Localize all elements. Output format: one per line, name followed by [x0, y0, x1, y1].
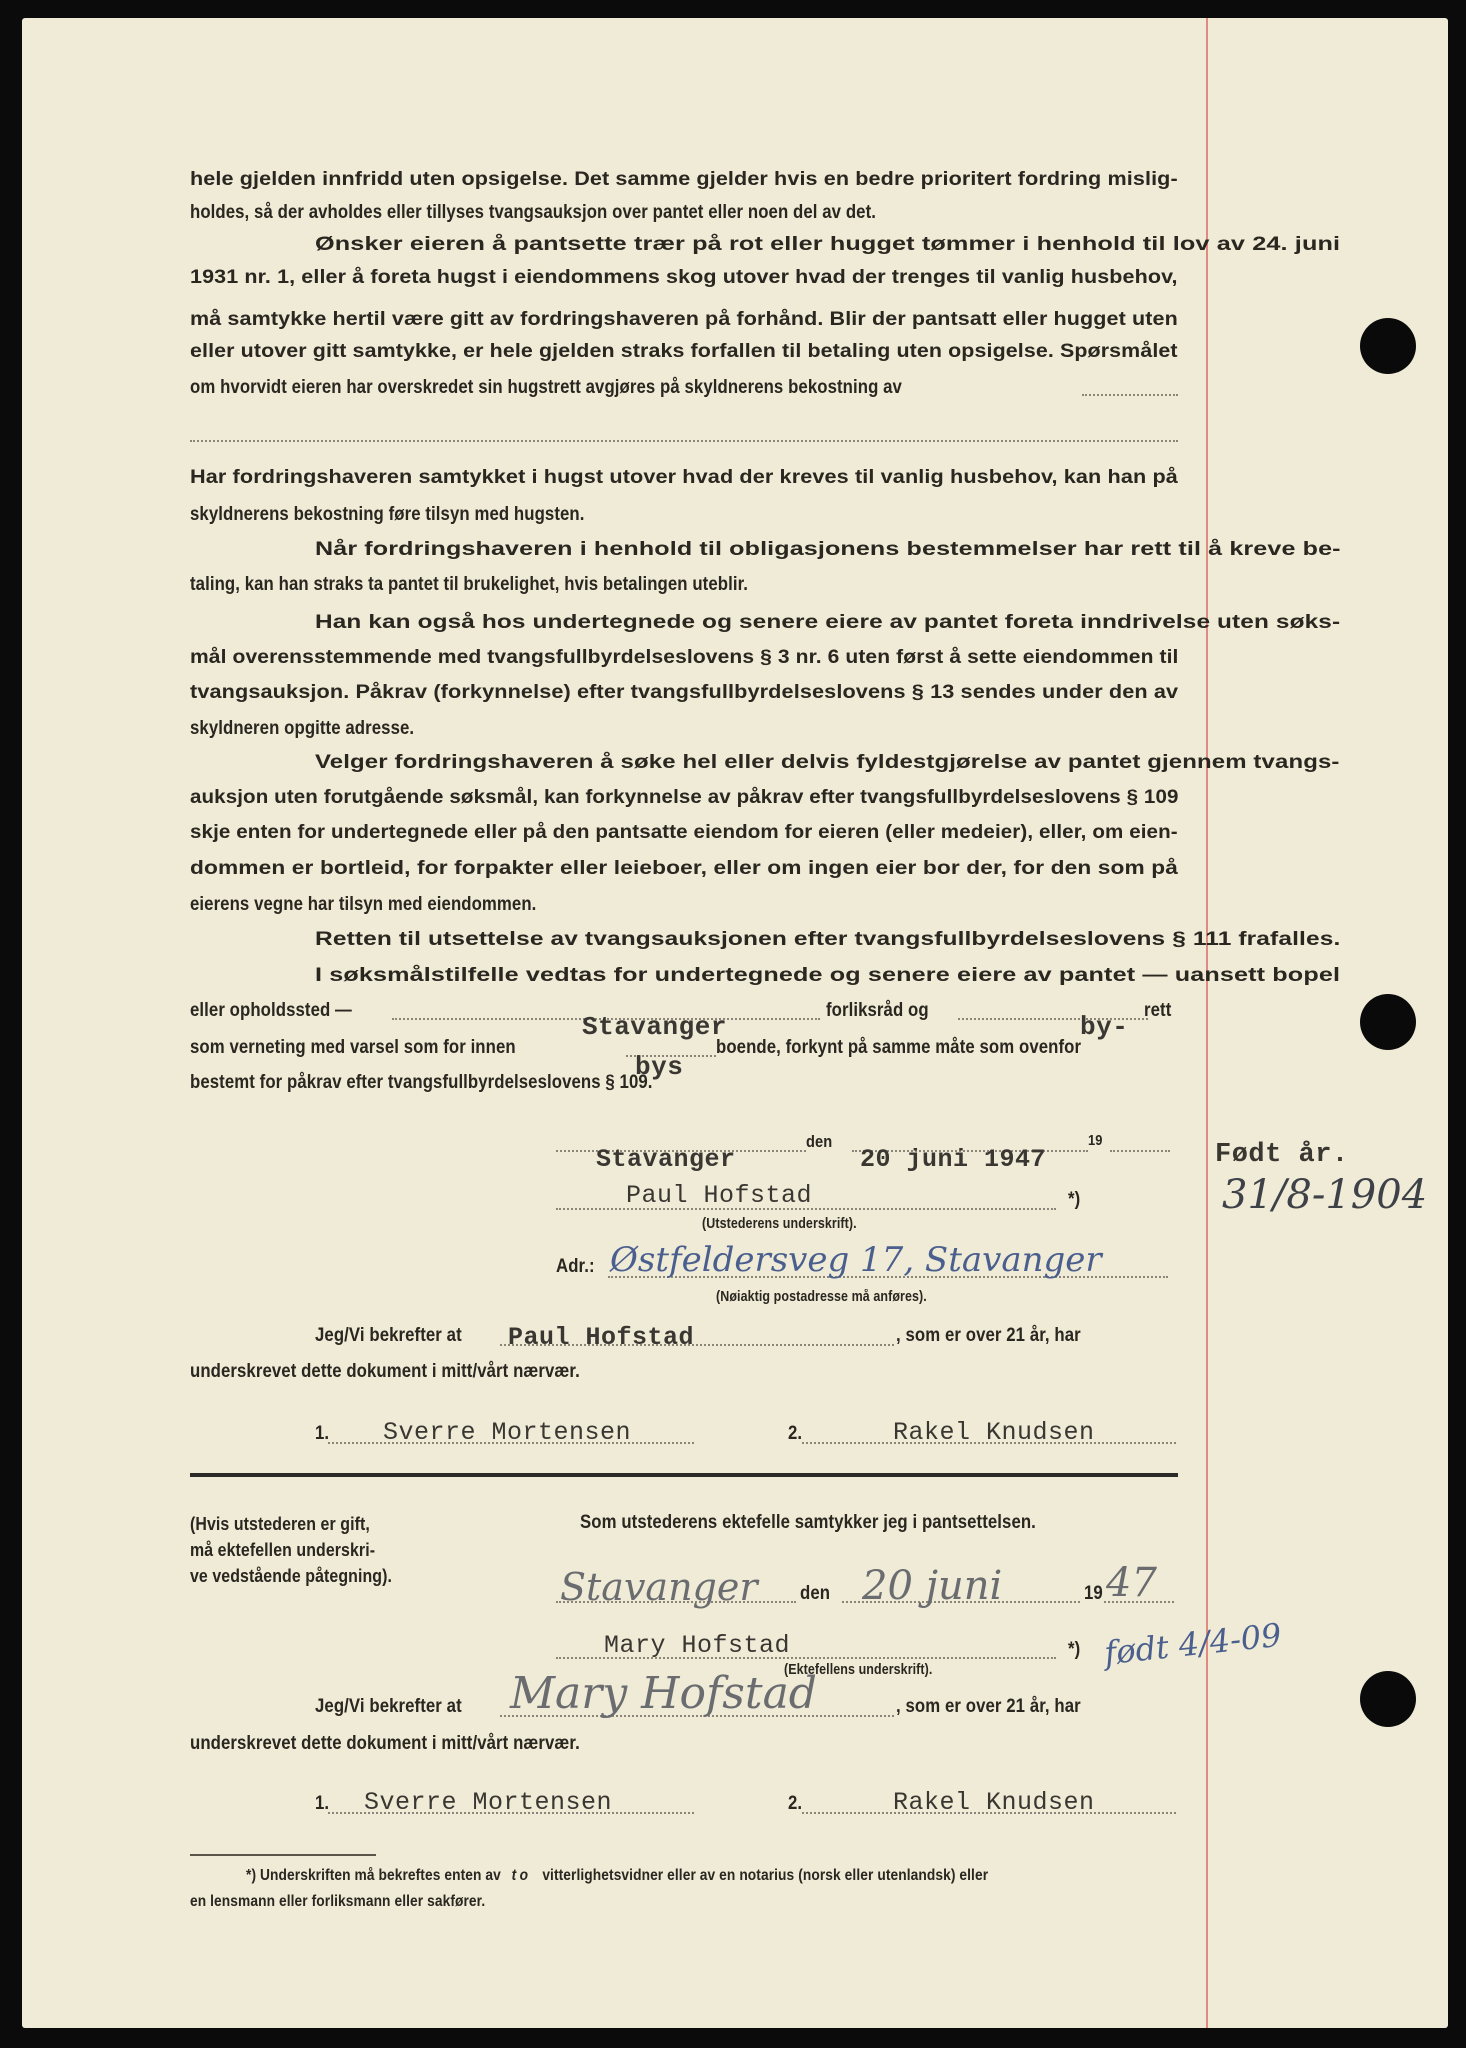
confirm-prefix-2: Jeg/Vi bekrefter at — [315, 1695, 462, 1717]
spouse-den-label: den — [800, 1582, 831, 1604]
text-line: skyldnerens bekostning føre tilsyn med hugsten. — [190, 503, 585, 525]
signature-fill — [556, 1208, 1056, 1210]
section-divider — [190, 1473, 1178, 1477]
witness-num-2a: 1. — [315, 1792, 330, 1814]
footnote-line1 — [246, 1868, 988, 1884]
side-note-3: ve vedstående påtegning). — [190, 1565, 392, 1586]
spouse-asterisk: *) — [1068, 1638, 1081, 1660]
text-line: taling, kan han straks ta pantet til brukelighet, hvis betalingen uteblir. — [190, 573, 749, 595]
text-line: hele gjelden innfridd uten opsigelse. Det samme gjelder hvis en bedre prioritert fordring mislig- — [190, 168, 1178, 190]
punch-hole-icon — [1360, 318, 1416, 374]
issuer-asterisk: *) — [1068, 1188, 1081, 1210]
witness-2b: Rakel Knudsen — [893, 1788, 1095, 1817]
text-line: Han kan også hos undertegnede og senere eiere av pantet foreta inndrivelse uten søks- — [315, 611, 1341, 633]
venue-mid: forliksråd og — [826, 999, 929, 1021]
spouse-date-handwritten: 20 juni — [862, 1563, 1003, 1609]
text-line: dommen er bortleid, for forpakter eller leieboer, eller om ingen eier bor der, for den som på — [190, 857, 1179, 879]
spouse-consent: Som utstederens ektefelle samtykker jeg i pantsettelsen. — [580, 1511, 1036, 1533]
venue-suffix: rett — [1144, 999, 1172, 1021]
text-line: tvangsauksjon. Påkrav (forkynnelse) efter tvangsfullbyrdelseslovens § 13 sendes under den av — [190, 681, 1179, 703]
den-label: den — [806, 1132, 833, 1151]
spouse-place-handwritten: Stavanger — [560, 1565, 758, 1609]
witness-2a: Sverre Mortensen — [364, 1788, 613, 1817]
text-line: Har fordringshaveren samtykket i hugst utover hvad der kreves til vanlig husbehov, kan han på — [190, 466, 1178, 488]
witness-1b: Rakel Knudsen — [893, 1418, 1095, 1447]
issuer-typed-name: Paul Hofstad — [626, 1181, 813, 1210]
confirm-line2-1: underskrevet dette dokument i mitt/vårt nærvær. — [190, 1360, 580, 1382]
witness-num-1a: 1. — [315, 1422, 330, 1444]
text-line: I søksmålstilfelle vedtas for undertegnede og senere eiere av pantet — uansett bopel — [315, 964, 1341, 986]
year-fill — [1110, 1150, 1170, 1152]
fill-line — [1082, 394, 1178, 396]
typed-city: Stavanger — [582, 1012, 727, 1042]
confirm-line2-2: underskrevet dette dokument i mitt/vårt nærvær. — [190, 1732, 580, 1754]
red-margin-line — [1206, 18, 1208, 2028]
text-line: eierens vegne har tilsyn med eiendommen. — [190, 893, 537, 915]
issuer-place: Stavanger — [596, 1145, 736, 1174]
venue-prefix: eller opholdssted — — [190, 999, 352, 1021]
text-line: Retten til utsettelse av tvangsauksjonen efter tvangsfullbyrdelseslovens § 111 frafalles. — [315, 928, 1341, 950]
spouse-sig-fill — [556, 1657, 1056, 1659]
text-line: Velger fordringshaveren å søke hel eller delvis fyldestgjørelse av pantet gjennem tvangs- — [315, 751, 1340, 773]
footnote-line1-b: vitterlighetsvidner eller av en notarius (norsk eller utenlandsk) eller — [542, 1867, 989, 1884]
text-line: skyldneren opgitte adresse. — [190, 717, 415, 739]
text-line: om hvorvidt eieren har overskredet sin hugstrett avgjøres på skyldnerens bekostning av — [190, 376, 902, 398]
footnote-rule — [190, 1853, 376, 1856]
spouse-signature-caption: (Ektefellens underskrift). — [784, 1662, 933, 1678]
confirm-suffix-2: , som er over 21 år, har — [896, 1695, 1081, 1717]
venue-line2-suffix: boende, forkynt på samme måte som ovenfor — [716, 1036, 1082, 1058]
punch-hole-icon — [1360, 1671, 1416, 1727]
venue-line2-prefix: som verneting med varsel som for innen — [190, 1036, 516, 1058]
spouse-typed-name: Mary Hofstad — [604, 1631, 791, 1660]
spouse-year-prefix: 19 — [1084, 1582, 1103, 1604]
text-line: må samtykke hertil være gitt av fordringshaveren på forhånd. Blir der pantsatt eller hugget uten — [190, 308, 1178, 330]
text-line: eller utover gitt samtykke, er hele gjelden straks forfallen til betaling uten opsigelse. Spørsmålet — [190, 340, 1178, 362]
witness-1a: Sverre Mortensen — [383, 1418, 632, 1447]
year-prefix: 19 — [1088, 1132, 1103, 1149]
spouse-year-fill — [1104, 1601, 1174, 1603]
punch-hole-icon — [1360, 994, 1416, 1050]
text-line: holdes, så der avholdes eller tillyses tvangsauksjon over pantet eller noen del av det. — [190, 201, 876, 223]
text-line: Ønsker eieren å pantsette trær på rot eller hugget tømmer i henhold til lov av 24. juni — [315, 233, 1341, 255]
typed-bys: bys — [635, 1052, 684, 1082]
confirm-suffix-1: , som er over 21 år, har — [896, 1324, 1081, 1346]
text-line: bestemt for påkrav efter tvangsfullbyrdelseslovens § 109. — [190, 1071, 653, 1093]
text-line: auksjon uten forutgående søksmål, kan forkynnelse av påkrav efter tvangsfullbyrdelseslovens § 109 — [190, 786, 1179, 808]
text-line: 1931 nr. 1, eller å foreta hugst i eiendommens skog utover hvad der trenges til vanlig husbehov, — [190, 266, 1178, 288]
text-line: skje enten for undertegnede eller på den pantsatte eiendom for eieren (eller medeier), eller, om eien- — [190, 821, 1178, 843]
address-label: Adr.: — [556, 1255, 595, 1277]
issuer-date: 20 juni 1947 — [860, 1145, 1047, 1174]
side-note-2: må ektefellen underskri- — [190, 1539, 376, 1560]
confirm-prefix-1: Jeg/Vi bekrefter at — [315, 1324, 462, 1346]
spouse-year-suffix: 47 — [1106, 1560, 1157, 1606]
confirm-signature-2: Mary Hofstad — [510, 1668, 817, 1719]
footnote-to: to — [511, 1867, 532, 1884]
born-date: 31/8-1904 — [1222, 1172, 1428, 1218]
typed-by: by- — [1080, 1012, 1129, 1042]
confirm-name-1: Paul Hofstad — [508, 1323, 695, 1352]
footnote-line2: en lensmann eller forliksmann eller sakfører. — [190, 1893, 486, 1910]
text-line: Når fordringshaveren i henhold til obligasjonens bestemmelser har rett til å kreve be- — [315, 538, 1341, 560]
side-note-1: (Hvis utstederen er gift, — [190, 1513, 370, 1534]
fill-line — [190, 440, 1178, 442]
born-label: Født år. — [1215, 1140, 1349, 1170]
witness-num-2b: 2. — [788, 1792, 803, 1814]
address-handwritten: Østfeldersveg 17, Stavanger — [610, 1240, 1102, 1280]
issuer-signature-caption: (Utstederens underskrift). — [702, 1216, 857, 1232]
witness-num-1b: 2. — [788, 1422, 803, 1444]
address-caption: (Nøiaktig postadresse må anføres). — [716, 1289, 927, 1305]
text-line: mål overensstemmende med tvangsfullbyrdelseslovens § 3 nr. 6 uten først å sette eiendommen til — [190, 646, 1179, 668]
footnote-line1-a: *) Underskriften må bekreftes enten av — [246, 1867, 501, 1884]
spouse-born-note: født 4/4-09 — [1102, 1615, 1284, 1673]
